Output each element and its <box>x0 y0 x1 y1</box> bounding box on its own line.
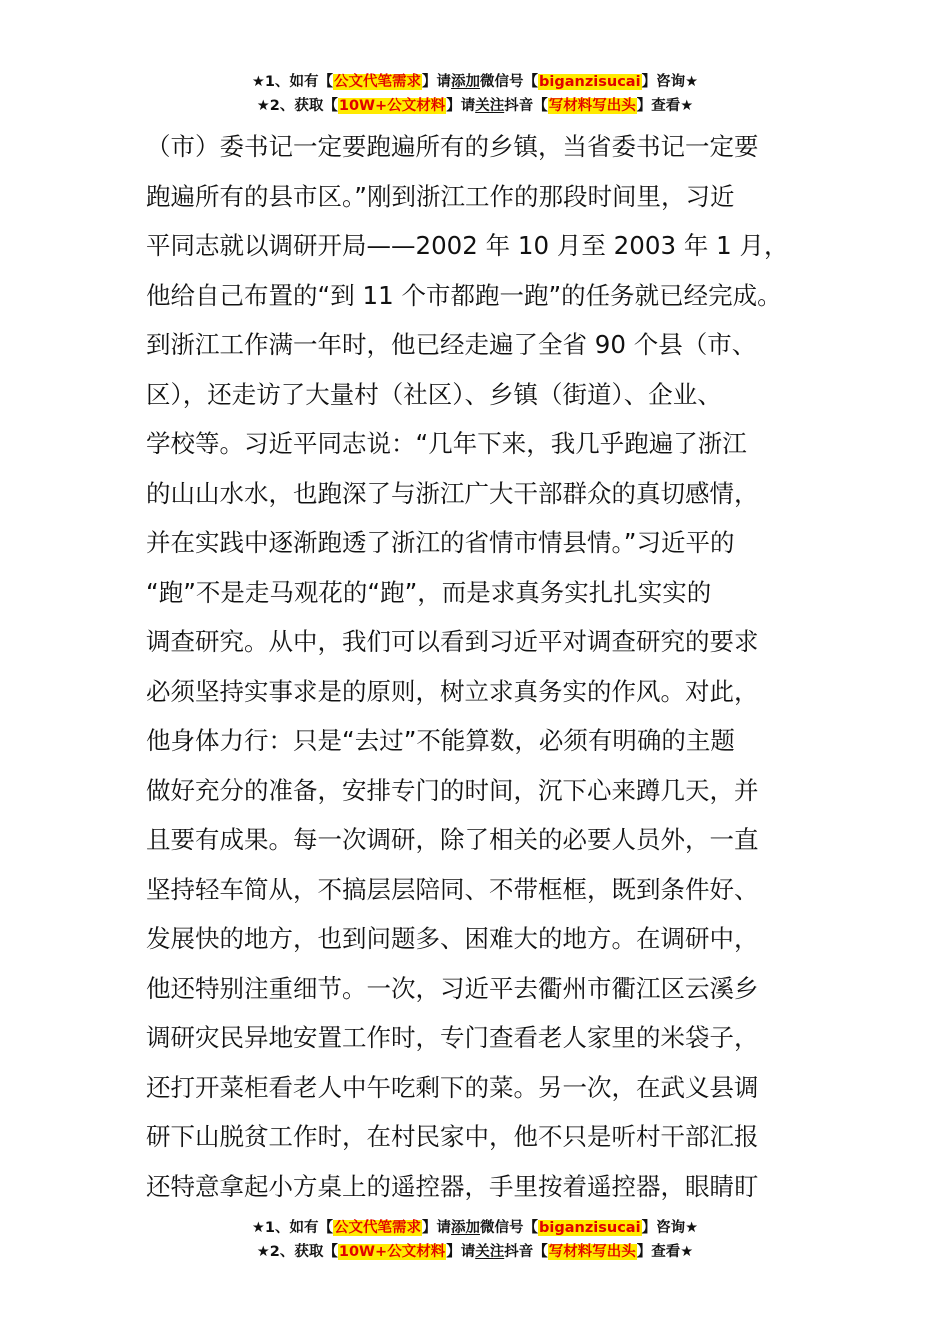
banner-underlined-text: 添加 <box>451 74 481 90</box>
banner-text: 微信号【 <box>480 74 539 90</box>
banner-text: ★2、获取【 <box>256 1244 338 1260</box>
banner-text: 抖音【 <box>504 1244 548 1260</box>
body-line: 还特意拿起小方桌上的遥控器，手里按着遥控器，眼睛盯 <box>146 1171 759 1201</box>
body-line: 必须坚持实事求是的原则，树立求真务实的作风。对此， <box>146 676 759 706</box>
banner-text: 】请 <box>446 1244 476 1260</box>
footer-banner <box>0 1216 950 1264</box>
highlight-wechat-id: biganzisucai <box>539 1220 641 1236</box>
body-line: 学校等。习近平同志说：“几年下来，我几乎跑遍了浙江 <box>146 429 747 458</box>
banner-text: 】请 <box>422 74 452 90</box>
body-line: 他给自己布置的“到 11 个市都跑一跑”的任务就已经完成。 <box>146 280 782 310</box>
banner-text: ★1、如有【 <box>251 74 334 90</box>
body-line: 坚持轻车简从，不搞层层陪同、不带框框，既到条件好、 <box>146 874 759 904</box>
body-line: 发展快的地方，也到问题多、困难大的地方。在调研中， <box>146 924 759 953</box>
header-banner <box>0 70 950 118</box>
body-line: 区），还走访了大量村（社区）、乡镇（街道）、企业、 <box>146 379 722 409</box>
banner-text: 】查看★ <box>636 98 694 114</box>
body-line: 跑遍所有的县市区。”刚到浙江工作的那段时间里，习近 <box>146 181 735 211</box>
banner-line-2 <box>0 1240 950 1264</box>
body-line: 到浙江工作满一年时，他已经走遍了全省 90 个县（市、 <box>146 330 757 359</box>
highlight-service: 公文代笔需求 <box>334 1220 422 1236</box>
highlight-douyin-account: 写材料写出头 <box>548 1244 636 1260</box>
body-line: 调研灾民异地安置工作时，专门查看老人家里的米袋子， <box>146 1023 759 1052</box>
body-line: 并在实践中逐渐跑透了浙江的省情市情县情。”习近平的 <box>146 528 735 557</box>
highlight-materials: 10W+公文材料 <box>338 1244 446 1260</box>
banner-line-2 <box>0 94 950 118</box>
body-line: 的山山水水，也跑深了与浙江广大干部群众的真切感情， <box>146 478 759 508</box>
banner-text: ★2、获取【 <box>256 98 338 114</box>
body-line: 还打开菜柜看老人中午吃剩下的菜。另一次，在武义县调 <box>146 1072 759 1102</box>
banner-line-1 <box>0 70 950 94</box>
body-line: 平同志就以调研开局——2002 年 10 月至 2003 年 1 月， <box>146 231 789 260</box>
body-line: 他还特别注重细节。一次，习近平去衢州市衢江区云溪乡 <box>146 973 759 1003</box>
body-line: “跑”不是走马观花的“跑”，而是求真务实扎扎实实的 <box>146 577 712 607</box>
banner-underlined-text: 关注 <box>475 1244 505 1260</box>
banner-text: 】请 <box>422 1220 452 1236</box>
banner-text: 】查看★ <box>636 1244 694 1260</box>
banner-text: 】请 <box>446 98 476 114</box>
document-body <box>146 122 826 1211</box>
banner-text: 】咨询★ <box>641 74 699 90</box>
banner-text: ★1、如有【 <box>251 1220 334 1236</box>
banner-underlined-text: 添加 <box>451 1220 481 1236</box>
banner-text: 微信号【 <box>480 1220 539 1236</box>
body-line: 研下山脱贫工作时，在村民家中，他不只是听村干部汇报 <box>146 1122 759 1151</box>
highlight-wechat-id: biganzisucai <box>539 74 641 90</box>
body-line: 做好充分的准备，安排专门的时间，沉下心来蹲几天，并 <box>146 775 759 805</box>
body-line: 调查研究。从中，我们可以看到习近平对调查研究的要求 <box>146 627 759 656</box>
banner-text: 抖音【 <box>504 98 548 114</box>
highlight-service: 公文代笔需求 <box>334 74 422 90</box>
body-line: （市）委书记一定要跑遍所有的乡镇，当省委书记一定要 <box>146 132 759 161</box>
banner-text: 】咨询★ <box>641 1220 699 1236</box>
banner-line-1 <box>0 1216 950 1240</box>
body-line: 他身体力行：只是“去过”不能算数，必须有明确的主题 <box>146 726 735 755</box>
highlight-materials: 10W+公文材料 <box>338 98 446 114</box>
body-line: 且要有成果。每一次调研，除了相关的必要人员外，一直 <box>146 825 759 854</box>
highlight-douyin-account: 写材料写出头 <box>548 98 636 114</box>
banner-underlined-text: 关注 <box>475 98 505 114</box>
